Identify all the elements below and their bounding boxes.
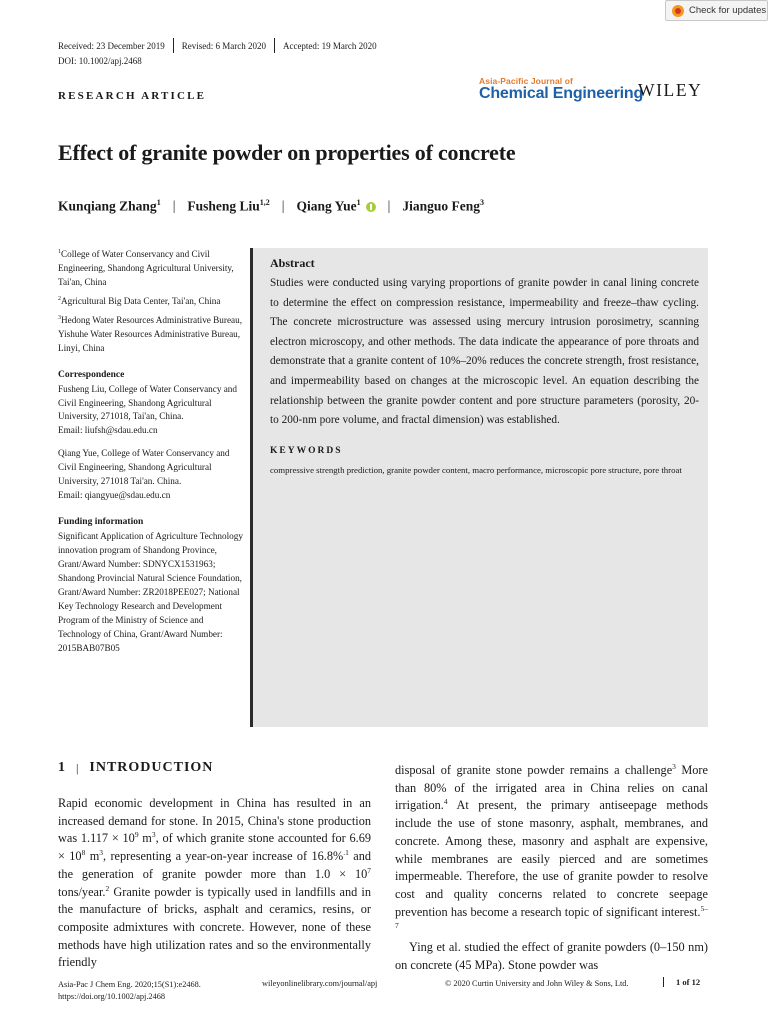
check-for-updates-label: Check for updates <box>689 5 767 16</box>
correspondence-entry: Fusheng Liu, College of Water Conservancy and Civil Engineering, Shandong Agricultural University, 271018, Tai'an, China. <box>58 383 237 422</box>
crossmark-icon <box>672 5 684 17</box>
publisher-logo: WILEY <box>638 80 703 100</box>
orcid-icon[interactable] <box>366 202 376 212</box>
abstract-box <box>250 248 708 727</box>
citation-link[interactable]: 5–7 <box>395 903 708 931</box>
received-date: Received: 23 December 2019 <box>58 40 165 51</box>
citation-link[interactable]: .1 <box>343 848 349 858</box>
citation-link[interactable]: 4 <box>443 797 448 807</box>
author-separator: | <box>172 198 176 214</box>
author-separator: | <box>387 198 391 214</box>
author-name[interactable]: Kunqiang Zhang$^1$ <box>58 198 161 214</box>
affiliation: $^1$College of Water Conservancy and Civil Engineering, Shandong Agricultural University, Tai'an, China <box>58 249 234 288</box>
citation-link[interactable]: 3 <box>672 761 676 771</box>
accepted-date: Accepted: 19 March 2020 <box>282 40 377 51</box>
check-for-updates-button[interactable] <box>665 0 768 21</box>
author-name[interactable]: Qiang Yue$^1$ <box>297 198 376 215</box>
abstract-heading: Abstract <box>270 256 315 270</box>
date-divider <box>274 38 275 53</box>
funding-text: Significant Application of Agriculture Technology innovation program of Shandong Province, Grant/Award Number: SDNYCX1531963; Shandong Provincial Natural Science Foundation, Grant/Award Number: ZR2018PEE027; National Key Technology Research and Development Program of the Ministry of Science and Technology of China, Grant/Award Number: 2015BAB07B05 <box>58 530 243 653</box>
abstract-text: Studies were conducted using varying proportions of granite powder in canal lining concrete to determine the effect on compression resistance, impermeability and freeze–thaw cycling. The concrete microstructure was assessed using mercury intrusion porosimetry, scanning electron microscopy, and other methods. The data indicate the appearance of pore throats and demonstrate that a granite content of 10%–20% reduces the concrete strength, frost resistance, and impermeability based on changes at the microscopic level. An equation describing the relationship between the granite powder content and pore structure parameters (porosity, 20- to 200-nm pore volume, and fractal dimension) was established. <box>270 277 699 427</box>
footer-citation-block <box>58 979 201 1004</box>
author-list <box>58 198 484 215</box>
journal-logo-small: Asia-Pacific Journal of <box>479 76 573 86</box>
funding-heading: Funding information <box>58 517 144 528</box>
paragraph: Ying et al. studied the effect of granite powders (0–150 nm) on concrete (45 MPa). Stone powder was <box>395 940 708 972</box>
footer-doi-link[interactable]: https://doi.org/10.1002/apj.2468 <box>58 992 166 1002</box>
body-column-right <box>395 762 708 974</box>
correspondence-heading: Correspondence <box>58 370 125 381</box>
keywords-heading: KEYWORDS <box>270 445 343 456</box>
footer-copyright: © 2020 Curtin University and John Wiley & Sons, Ltd. <box>445 979 629 988</box>
author-name[interactable]: Fusheng Liu$^{1,2}$ <box>187 198 270 214</box>
correspondence-email[interactable]: Email: qiangyue@sdau.edu.cn <box>58 490 171 501</box>
journal-logo <box>479 76 643 103</box>
citation-link[interactable]: 2 <box>105 883 110 893</box>
page-footer <box>58 977 708 1002</box>
keywords-text: compressive strength prediction, granite powder content, macro performance, microscopic pore structure, pore throat <box>270 464 682 475</box>
author-name[interactable]: Jianguo Feng$^3$ <box>402 198 484 214</box>
affiliation: $^2$Agricultural Big Data Center, Tai'an, China <box>58 296 221 307</box>
footer-citation: Asia-Pac J Chem Eng. 2020;15(S1):e2468. <box>58 980 201 989</box>
footer-website-link[interactable]: wileyonlinelibrary.com/journal/apj <box>262 979 378 988</box>
doi[interactable]: DOI: 10.1002/apj.2468 <box>58 56 142 66</box>
affiliation: $^3$Hedong Water Resources Administrative Bureau, Yishuhe Water Resources Administrative Bureau, Linyi, China <box>58 315 243 354</box>
body-column-left <box>58 795 371 972</box>
paragraph: Rapid economic development in China has resulted in an increased demand for stone. In 2015, China's stone production was $1.117 \times 10^9$ $m^3$, of which granite stone accounted for $6.69 \times 10^8$ $m^3$, representing a year-on-year increase of 16.8%$^{.1}$ and the generation of granite powder more than $1.0 \times 10^7$ tons/year.$^2$ Granite powder is typically used in landfills and in the manufacture of bricks, asphalt and ceramics, resins, or composite admixtures with concrete. However, none of these methods have high utilization rates and so the environmentally friendly <box>58 796 372 970</box>
paragraph: disposal of granite stone powder remains a challenge$^3$ More than 80% of the irrigated area in China relies on canal irrigation.$^4$ At present, the primary antiseepage methods include the use of stone masonry, asphalt, membranes, and concrete. Among these, masonry and asphalt are expensive, while membranes are easily pierced and are sometimes impermeable. Therefore, the use of granite powder to resolve cost and quality concerns related to concrete seepage prevention has become a research topic of significant interest.$^{5-7}$ <box>395 761 708 931</box>
page-number: 1 of 12 <box>663 977 700 987</box>
section-number: 1 <box>58 760 66 775</box>
article-type: RESEARCH ARTICLE <box>58 90 207 102</box>
correspondence-entry: Qiang Yue, College of Water Conservancy and Civil Engineering, Shandong Agricultural University, 271018 Tai'an. China. <box>58 448 230 487</box>
date-divider <box>173 38 174 53</box>
section-divider: | <box>76 760 80 775</box>
section-title: INTRODUCTION <box>89 760 214 775</box>
author-separator: | <box>281 198 285 214</box>
journal-logo-big: Chemical Engineering <box>479 85 644 102</box>
section-heading <box>58 760 213 776</box>
article-title: Effect of granite powder on properties of concrete <box>58 140 516 165</box>
article-dates <box>58 38 377 53</box>
revised-date: Revised: 6 March 2020 <box>181 40 266 51</box>
correspondence-email[interactable]: Email: liufsh@sdau.edu.cn <box>58 425 158 436</box>
sidebar-info <box>58 248 248 656</box>
